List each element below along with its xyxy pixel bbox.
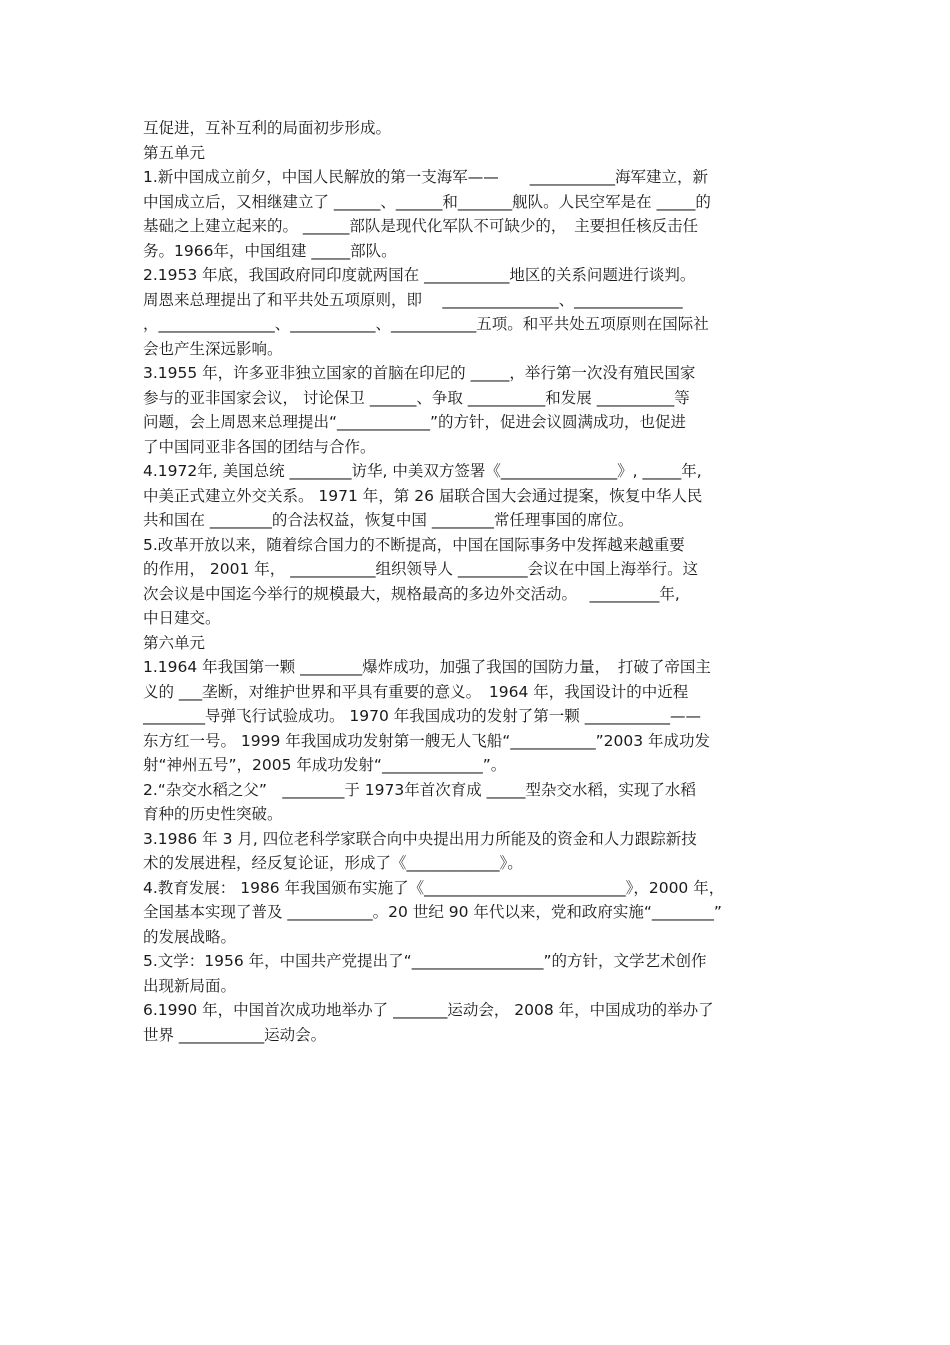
text-line: 4.1972年, 美国总统 ________访华, 中美双方签署《_______________》, _____年, — [143, 462, 702, 480]
text-line: 义的 ___垄断，对维护世界和平具有重要的意义。 1964 年，我国设计的中近程 — [143, 682, 689, 701]
text-line: 世界 ___________运动会。 — [143, 1025, 327, 1044]
text-line: 2.1953 年底，我国政府同印度就两国在 ___________地区的关系问题进行谈判。 — [143, 266, 696, 284]
text-line: 3.1986 年 3 月, 四位老科学家联合向中央提出用力所能及的资金和人力跟踪新技 — [143, 829, 697, 848]
text-line: 2.“杂交水稻之父” ________于 1973年首次育成 _____型杂交水稻，实现了水稻 — [143, 780, 696, 799]
text-line: 术的发展进程，经反复论证，形成了《____________》。 — [143, 854, 523, 872]
text-line: 东方红一号。 1999 年我国成功发射第一艘无人飞船“___________”2003 年成功发 — [143, 731, 710, 750]
text-line: 育种的历史性突破。 — [143, 805, 283, 823]
text-line: 次会议是中国迄今举行的规模最大，规格最高的多边外交活动。 _________年, — [143, 584, 680, 603]
text-line: 5.改革开放以来，随着综合国力的不断提高，中国在国际事务中发挥越来越重要 — [143, 535, 685, 554]
document-page — [143, 116, 811, 1047]
text-line: 出现新局面。 — [143, 976, 237, 995]
text-line: 参与的亚非国家会议， 讨论保卫 ______、争取 __________和发展 __________等 — [143, 388, 690, 407]
text-line: 共和国在 ________的合法权益，恢复中国 ________常任理事国的席位。 — [143, 511, 634, 529]
text-line: ，_______________、___________、___________五项。和平共处五项原则在国际社 — [143, 315, 709, 333]
text-line: 3.1955 年，许多亚非独立国家的首脑在印尼的 _____，举行第一次没有殖民国家 — [143, 364, 696, 382]
text-line: 1.1964 年我国第一颗 ________爆炸成功，加强了我国的国防力量， 打破了帝国主 — [143, 658, 711, 676]
text-line: 中国成立后，又相继建立了 ______、______和_______舰队。人民空军是在 _____的 — [143, 192, 711, 211]
text-line: 中日建交。 — [143, 609, 221, 627]
text-line: 全国基本实现了普及 ___________。20 世纪 90 年代以来，党和政府实施“________” — [143, 903, 722, 921]
section-heading-unit-5: 第五单元 — [143, 143, 206, 162]
text-line: 5.文学：1956 年，中国共产党提出了“_________________”的方针，文学艺术创作 — [143, 952, 707, 970]
text-line: 问题，会上周恩来总理提出“____________”的方针，促进会议圆满成功，也促进 — [143, 413, 687, 431]
text-line: 4.教育发展： 1986 年我国颁布实施了《__________________________》，2000 年， — [143, 878, 725, 897]
text-line: 的作用， 2001 年， ___________组织领导人 _________会议在中国上海举行。这 — [143, 560, 699, 578]
text-line: 6.1990 年，中国首次成功地举办了 _______运动会， 2008 年，中国成功的举办了 — [143, 1001, 714, 1019]
text-line: 射“神州五号”，2005 年成功发射“_____________”。 — [143, 756, 507, 774]
text-line: 周恩来总理提出了和平共处五项原则，即 _______________、______________ — [143, 290, 683, 309]
text-line: 1.新中国成立前夕，中国人民解放的第一支海军—— ___________海军建立，新 — [143, 168, 709, 186]
text-line: 的发展战略。 — [143, 927, 237, 946]
text-line: 互促进，互补互利的局面初步形成。 — [143, 119, 392, 137]
text-line: 基础之上建立起来的。 ______部队是现代化军队不可缺少的， 主要担任核反击任 — [143, 217, 699, 235]
text-line: 会也产生深远影响。 — [143, 339, 283, 358]
text-line: ________导弹飞行试验成功。 1970 年我国成功的发射了第一颗 ___________—— — [143, 707, 701, 725]
text-line: 务。1966年，中国组建 _____部队。 — [143, 241, 397, 260]
section-heading-unit-6: 第六单元 — [143, 633, 206, 652]
text-line: 了中国同亚非各国的团结与合作。 — [143, 437, 376, 456]
text-line: 中美正式建立外交关系。 1971 年，第 26 届联合国大会通过提案，恢复中华人民 — [143, 486, 703, 505]
